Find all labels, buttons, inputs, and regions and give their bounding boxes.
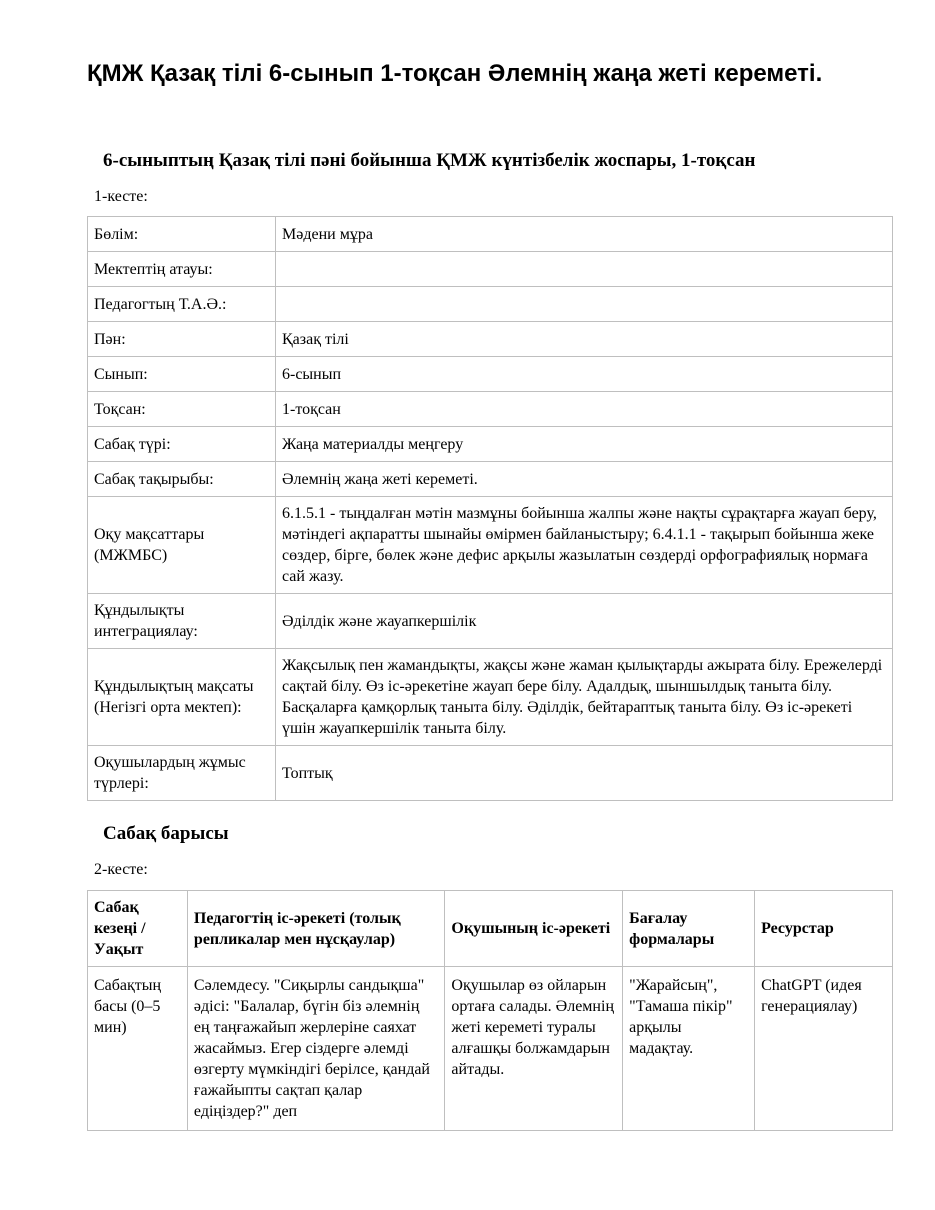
row-value: Мәдени мұра xyxy=(276,217,893,252)
table-cell: "Жарайсың", "Тамаша пікір" арқылы мадақтау. xyxy=(623,967,755,1131)
table-row xyxy=(88,594,893,649)
row-label: Сабақ тақырыбы: xyxy=(88,462,276,497)
row-label: Құндылықтың мақсаты (Негізгі орта мектеп): xyxy=(88,649,276,746)
lesson-info-table xyxy=(87,216,893,801)
row-label: Мектептің атауы: xyxy=(88,252,276,287)
row-label: Педагогтың Т.А.Ә.: xyxy=(88,287,276,322)
row-value: 6.1.5.1 - тыңдалған мәтін мазмұны бойынша жалпы және нақты сұрақтарға жауап беру, мәтіндегі ақпаратты шынайы өмірмен байланыстыру; 6.4.1.1 - тақырып бойынша жеке сөздер, бірге, бөлек және дефис арқылы жазылатын сөздерді орфографиялық нормаға сай жазу. xyxy=(276,497,893,594)
row-label: Пән: xyxy=(88,322,276,357)
table-row xyxy=(88,217,893,252)
row-label: Құндылықты интеграциялау: xyxy=(88,594,276,649)
table-row xyxy=(88,462,893,497)
row-value: Әлемнің жаңа жеті кереметі. xyxy=(276,462,893,497)
lesson-progress-table xyxy=(87,890,893,1131)
row-value: Жаңа материалды меңгеру xyxy=(276,427,893,462)
document-title: ҚМЖ Қазақ тілі 6-сынып 1-тоқсан Әлемнің жаңа жеті кереметі. xyxy=(87,60,823,87)
table-row xyxy=(88,649,893,746)
table-cell: ChatGPT (идея генерациялау) xyxy=(755,967,893,1131)
row-label: Сынып: xyxy=(88,357,276,392)
row-value xyxy=(276,252,893,287)
row-value xyxy=(276,287,893,322)
plan-subtitle: 6-сыныптың Қазақ тілі пәні бойынша ҚМЖ күнтізбелік жоспары, 1-тоқсан xyxy=(103,150,756,171)
row-value: Қазақ тілі xyxy=(276,322,893,357)
table-row xyxy=(88,287,893,322)
column-header: Бағалау формалары xyxy=(623,891,755,967)
table-row xyxy=(88,427,893,462)
row-label: Бөлім: xyxy=(88,217,276,252)
column-header: Сабақ кезеңі / Уақыт xyxy=(88,891,188,967)
lesson-progress-heading: Сабақ барысы xyxy=(103,823,229,844)
table-cell: Оқушылар өз ойларын ортаға салады. Әлемнің жеті кереметі туралы алғашқы болжамдарын айтады. xyxy=(445,967,623,1131)
row-value: 6-сынып xyxy=(276,357,893,392)
row-label: Оқушылардың жұмыс түрлері: xyxy=(88,746,276,801)
table-row xyxy=(88,357,893,392)
column-header: Ресурстар xyxy=(755,891,893,967)
row-label: Оқу мақсаттары (МЖМБС) xyxy=(88,497,276,594)
table-row xyxy=(88,967,893,1131)
table-header-row xyxy=(88,891,893,967)
table-row xyxy=(88,322,893,357)
table-cell: Сабақтың басы (0–5 мин) xyxy=(88,967,188,1131)
table2-caption: 2-кесте: xyxy=(94,861,148,878)
column-header: Оқушының іс-әрекеті xyxy=(445,891,623,967)
table1-caption: 1-кесте: xyxy=(94,188,148,205)
row-label: Тоқсан: xyxy=(88,392,276,427)
row-value: 1-тоқсан xyxy=(276,392,893,427)
table-cell: Сәлемдесу. "Сиқырлы сандықша" әдісі: "Балалар, бүгін біз әлемнің ең таңғажайып жерлеріне саяхат жасаймыз. Егер сіздерге әлемді өзгерту мүмкіндігі берілсе, қандай ғажайыпты сақтап қалар едіңіздер?" деп xyxy=(187,967,444,1131)
row-value: Жақсылық пен жамандықты, жақсы және жаман қылықтарды ажырата білу. Ережелерді сақтай білу. Өз іс-әрекетіне жауап бере білу. Адалдық, шыншылдық таныта білу. Басқаларға қамқорлық таныта білу. Әділдік, бейтараптық таныта білу. Өз іс-әрекеті үшін жауапкершілік таныта білу. xyxy=(276,649,893,746)
row-value: Топтық xyxy=(276,746,893,801)
table-row xyxy=(88,746,893,801)
column-header: Педагогтің іс-әрекеті (толық репликалар мен нұсқаулар) xyxy=(187,891,444,967)
row-value: Әділдік және жауапкершілік xyxy=(276,594,893,649)
table-row xyxy=(88,252,893,287)
table-row xyxy=(88,497,893,594)
row-label: Сабақ түрі: xyxy=(88,427,276,462)
table-row xyxy=(88,392,893,427)
